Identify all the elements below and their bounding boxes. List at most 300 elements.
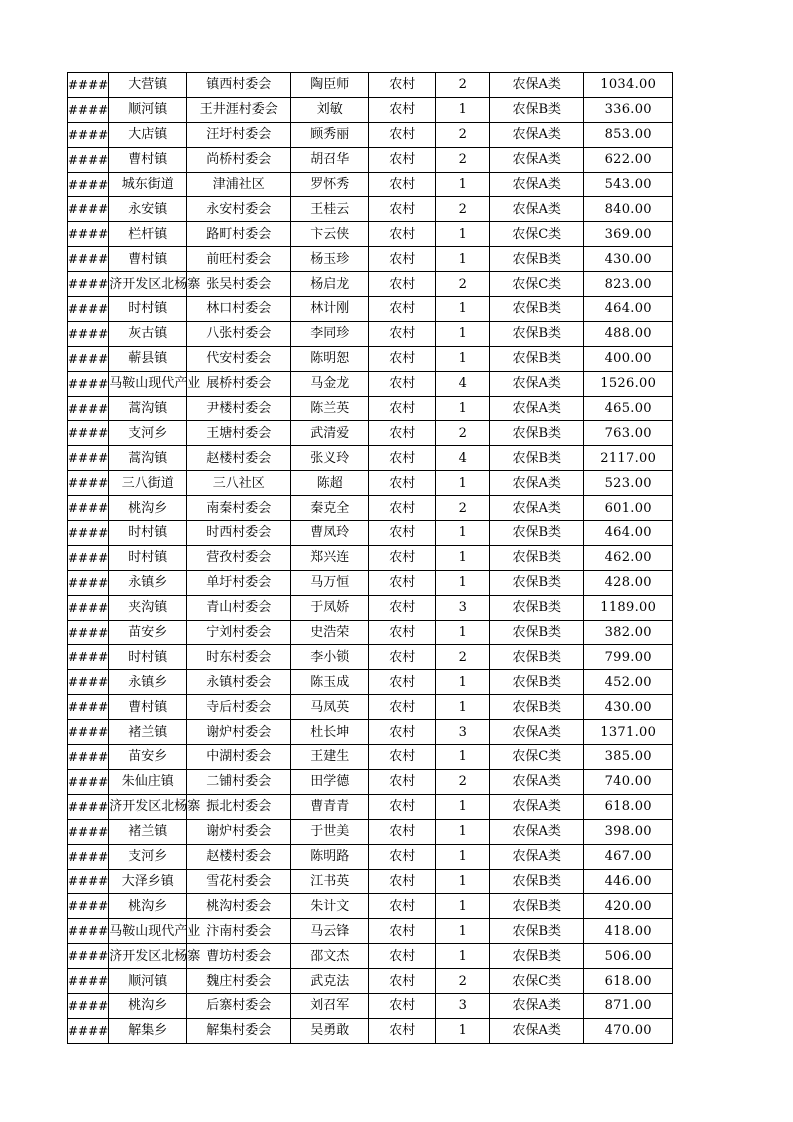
amount-cell: 465.00 <box>584 396 673 421</box>
row-id-cell: #### <box>68 446 109 471</box>
row-id-cell: #### <box>68 346 109 371</box>
area-type-cell: 农村 <box>369 521 436 546</box>
insurance-class-cell: 农保C类 <box>490 272 584 297</box>
area-type-cell: 农村 <box>369 794 436 819</box>
name-cell: 朱计文 <box>291 894 369 919</box>
village-cell: 前旺村委会 <box>187 247 291 272</box>
name-cell: 陈兰英 <box>291 396 369 421</box>
table-row <box>68 172 673 197</box>
town-cell: 时村镇 <box>109 297 187 322</box>
name-cell: 曹凤玲 <box>291 521 369 546</box>
amount-cell: 400.00 <box>584 346 673 371</box>
village-cell: 时东村委会 <box>187 645 291 670</box>
name-cell: 马金龙 <box>291 371 369 396</box>
table-row <box>68 396 673 421</box>
table-row <box>68 321 673 346</box>
household-count-cell: 1 <box>436 471 490 496</box>
household-count-cell: 1 <box>436 172 490 197</box>
insurance-class-cell: 农保B类 <box>490 247 584 272</box>
name-cell: 邵文杰 <box>291 944 369 969</box>
village-cell: 宁刘村委会 <box>187 620 291 645</box>
household-count-cell: 1 <box>436 894 490 919</box>
row-id-cell: #### <box>68 645 109 670</box>
amount-cell: 430.00 <box>584 247 673 272</box>
town-cell: 支河乡 <box>109 421 187 446</box>
row-id-cell: #### <box>68 969 109 994</box>
insurance-class-cell: 农保A类 <box>490 769 584 794</box>
town-cell: 顺河镇 <box>109 969 187 994</box>
row-id-cell: #### <box>68 222 109 247</box>
household-count-cell: 1 <box>436 695 490 720</box>
amount-cell: 336.00 <box>584 97 673 122</box>
insurance-class-cell: 农保A类 <box>490 122 584 147</box>
area-type-cell: 农村 <box>369 969 436 994</box>
table-row <box>68 919 673 944</box>
name-cell: 王建生 <box>291 745 369 770</box>
household-count-cell: 3 <box>436 595 490 620</box>
row-id-cell: #### <box>68 894 109 919</box>
town-cell: 解集乡 <box>109 1018 187 1043</box>
row-id-cell: #### <box>68 993 109 1018</box>
row-id-cell: #### <box>68 670 109 695</box>
insurance-class-cell: 农保B类 <box>490 297 584 322</box>
insurance-class-cell: 农保A类 <box>490 471 584 496</box>
row-id-cell: #### <box>68 247 109 272</box>
insurance-class-cell: 农保B类 <box>490 869 584 894</box>
area-type-cell: 农村 <box>369 620 436 645</box>
town-cell: 苗安乡 <box>109 620 187 645</box>
area-type-cell: 农村 <box>369 297 436 322</box>
amount-cell: 2117.00 <box>584 446 673 471</box>
insurance-class-cell: 农保B类 <box>490 894 584 919</box>
amount-cell: 871.00 <box>584 993 673 1018</box>
village-cell: 桃沟村委会 <box>187 894 291 919</box>
amount-cell: 462.00 <box>584 545 673 570</box>
household-count-cell: 2 <box>436 147 490 172</box>
town-cell: 褚兰镇 <box>109 720 187 745</box>
amount-cell: 385.00 <box>584 745 673 770</box>
household-count-cell: 1 <box>436 222 490 247</box>
table-row <box>68 670 673 695</box>
village-cell: 三八社区 <box>187 471 291 496</box>
insurance-class-cell: 农保A类 <box>490 794 584 819</box>
name-cell: 于世美 <box>291 819 369 844</box>
town-cell: 曹村镇 <box>109 695 187 720</box>
row-id-cell: #### <box>68 396 109 421</box>
row-id-cell: #### <box>68 471 109 496</box>
household-count-cell: 2 <box>436 969 490 994</box>
village-cell: 永安村委会 <box>187 197 291 222</box>
town-cell: 永镇乡 <box>109 570 187 595</box>
row-id-cell: #### <box>68 197 109 222</box>
town-cell: 蕲县镇 <box>109 346 187 371</box>
row-id-cell: #### <box>68 944 109 969</box>
area-type-cell: 农村 <box>369 421 436 446</box>
household-count-cell: 1 <box>436 396 490 421</box>
insurance-class-cell: 农保C类 <box>490 745 584 770</box>
table-row <box>68 969 673 994</box>
row-id-cell: #### <box>68 521 109 546</box>
household-count-cell: 1 <box>436 844 490 869</box>
area-type-cell: 农村 <box>369 471 436 496</box>
name-cell: 刘敏 <box>291 97 369 122</box>
area-type-cell: 农村 <box>369 446 436 471</box>
name-cell: 杜长坤 <box>291 720 369 745</box>
household-count-cell: 1 <box>436 794 490 819</box>
amount-cell: 1189.00 <box>584 595 673 620</box>
household-count-cell: 2 <box>436 197 490 222</box>
insurance-class-cell: 农保B类 <box>490 446 584 471</box>
village-cell: 八张村委会 <box>187 321 291 346</box>
town-cell: 大泽乡镇 <box>109 869 187 894</box>
household-count-cell: 1 <box>436 1018 490 1043</box>
amount-cell: 543.00 <box>584 172 673 197</box>
amount-cell: 418.00 <box>584 919 673 944</box>
area-type-cell: 农村 <box>369 645 436 670</box>
town-cell: 三八街道 <box>109 471 187 496</box>
insurance-class-cell: 农保B类 <box>490 521 584 546</box>
area-type-cell: 农村 <box>369 222 436 247</box>
table-row <box>68 97 673 122</box>
insurance-class-cell: 农保B类 <box>490 346 584 371</box>
table-row <box>68 844 673 869</box>
area-type-cell: 农村 <box>369 247 436 272</box>
amount-cell: 799.00 <box>584 645 673 670</box>
table-row <box>68 695 673 720</box>
amount-cell: 452.00 <box>584 670 673 695</box>
row-id-cell: #### <box>68 570 109 595</box>
name-cell: 吴勇敢 <box>291 1018 369 1043</box>
town-cell: 大店镇 <box>109 122 187 147</box>
row-id-cell: #### <box>68 620 109 645</box>
area-type-cell: 农村 <box>369 545 436 570</box>
table-row <box>68 645 673 670</box>
village-cell: 谢炉村委会 <box>187 819 291 844</box>
amount-cell: 523.00 <box>584 471 673 496</box>
area-type-cell: 农村 <box>369 869 436 894</box>
town-cell: 永镇乡 <box>109 670 187 695</box>
village-cell: 时西村委会 <box>187 521 291 546</box>
town-cell: 褚兰镇 <box>109 819 187 844</box>
insurance-class-cell: 农保B类 <box>490 595 584 620</box>
town-cell: 苗安乡 <box>109 745 187 770</box>
amount-cell: 446.00 <box>584 869 673 894</box>
village-cell: 代安村委会 <box>187 346 291 371</box>
name-cell: 陈超 <box>291 471 369 496</box>
amount-cell: 428.00 <box>584 570 673 595</box>
insurance-class-cell: 农保B类 <box>490 321 584 346</box>
name-cell: 李小锁 <box>291 645 369 670</box>
amount-cell: 823.00 <box>584 272 673 297</box>
amount-cell: 398.00 <box>584 819 673 844</box>
table-row <box>68 421 673 446</box>
village-cell: 汪圩村委会 <box>187 122 291 147</box>
town-cell: 桃沟乡 <box>109 993 187 1018</box>
area-type-cell: 农村 <box>369 919 436 944</box>
amount-cell: 763.00 <box>584 421 673 446</box>
table-row <box>68 272 673 297</box>
town-cell: 栏杆镇 <box>109 222 187 247</box>
household-count-cell: 3 <box>436 993 490 1018</box>
insurance-class-cell: 农保A类 <box>490 993 584 1018</box>
insurance-class-cell: 农保A类 <box>490 371 584 396</box>
amount-cell: 853.00 <box>584 122 673 147</box>
village-cell: 单圩村委会 <box>187 570 291 595</box>
name-cell: 郑兴连 <box>291 545 369 570</box>
household-count-cell: 1 <box>436 670 490 695</box>
amount-cell: 1034.00 <box>584 73 673 98</box>
amount-cell: 382.00 <box>584 620 673 645</box>
household-count-cell: 1 <box>436 745 490 770</box>
household-count-cell: 1 <box>436 321 490 346</box>
name-cell: 江书英 <box>291 869 369 894</box>
name-cell: 杨启龙 <box>291 272 369 297</box>
household-count-cell: 2 <box>436 769 490 794</box>
amount-cell: 618.00 <box>584 969 673 994</box>
amount-cell: 601.00 <box>584 496 673 521</box>
name-cell: 秦克全 <box>291 496 369 521</box>
amount-cell: 618.00 <box>584 794 673 819</box>
household-count-cell: 4 <box>436 371 490 396</box>
area-type-cell: 农村 <box>369 321 436 346</box>
town-cell: 济开发区北杨寨 <box>109 944 187 969</box>
amount-cell: 464.00 <box>584 521 673 546</box>
row-id-cell: #### <box>68 272 109 297</box>
table-row <box>68 197 673 222</box>
row-id-cell: #### <box>68 844 109 869</box>
row-id-cell: #### <box>68 97 109 122</box>
name-cell: 罗怀秀 <box>291 172 369 197</box>
village-cell: 路町村委会 <box>187 222 291 247</box>
area-type-cell: 农村 <box>369 769 436 794</box>
village-cell: 王井涯村委会 <box>187 97 291 122</box>
household-count-cell: 1 <box>436 97 490 122</box>
amount-cell: 369.00 <box>584 222 673 247</box>
town-cell: 曹村镇 <box>109 147 187 172</box>
table-row <box>68 371 673 396</box>
area-type-cell: 农村 <box>369 272 436 297</box>
village-cell: 雪花村委会 <box>187 869 291 894</box>
village-cell: 营孜村委会 <box>187 545 291 570</box>
table-row <box>68 720 673 745</box>
table-row <box>68 521 673 546</box>
name-cell: 顾秀丽 <box>291 122 369 147</box>
household-count-cell: 1 <box>436 545 490 570</box>
insurance-class-cell: 农保B类 <box>490 645 584 670</box>
table-row <box>68 769 673 794</box>
town-cell: 时村镇 <box>109 645 187 670</box>
household-count-cell: 1 <box>436 944 490 969</box>
insurance-class-cell: 农保B类 <box>490 620 584 645</box>
household-count-cell: 1 <box>436 919 490 944</box>
village-cell: 青山村委会 <box>187 595 291 620</box>
insurance-class-cell: 农保B类 <box>490 670 584 695</box>
row-id-cell: #### <box>68 147 109 172</box>
village-cell: 二铺村委会 <box>187 769 291 794</box>
town-cell: 蒿沟镇 <box>109 396 187 421</box>
household-count-cell: 2 <box>436 645 490 670</box>
insurance-class-cell: 农保B类 <box>490 421 584 446</box>
village-cell: 王塘村委会 <box>187 421 291 446</box>
insurance-class-cell: 农保B类 <box>490 944 584 969</box>
town-cell: 时村镇 <box>109 545 187 570</box>
town-cell: 大营镇 <box>109 73 187 98</box>
table-row <box>68 73 673 98</box>
area-type-cell: 农村 <box>369 844 436 869</box>
row-id-cell: #### <box>68 794 109 819</box>
area-type-cell: 农村 <box>369 172 436 197</box>
table-row <box>68 545 673 570</box>
village-cell: 南秦村委会 <box>187 496 291 521</box>
village-cell: 后寨村委会 <box>187 993 291 1018</box>
insurance-class-cell: 农保B类 <box>490 919 584 944</box>
name-cell: 陶臣师 <box>291 73 369 98</box>
row-id-cell: #### <box>68 421 109 446</box>
town-cell: 夹沟镇 <box>109 595 187 620</box>
area-type-cell: 农村 <box>369 197 436 222</box>
village-cell: 赵楼村委会 <box>187 844 291 869</box>
row-id-cell: #### <box>68 819 109 844</box>
village-cell: 林口村委会 <box>187 297 291 322</box>
row-id-cell: #### <box>68 745 109 770</box>
name-cell: 陈明路 <box>291 844 369 869</box>
insurance-class-cell: 农保C类 <box>490 222 584 247</box>
insurance-class-cell: 农保A类 <box>490 1018 584 1043</box>
household-count-cell: 1 <box>436 521 490 546</box>
village-cell: 尹楼村委会 <box>187 396 291 421</box>
village-cell: 张吴村委会 <box>187 272 291 297</box>
amount-cell: 1526.00 <box>584 371 673 396</box>
table-row <box>68 247 673 272</box>
amount-cell: 488.00 <box>584 321 673 346</box>
household-count-cell: 1 <box>436 247 490 272</box>
village-cell: 曹坊村委会 <box>187 944 291 969</box>
village-cell: 解集村委会 <box>187 1018 291 1043</box>
town-cell: 朱仙庄镇 <box>109 769 187 794</box>
name-cell: 杨玉珍 <box>291 247 369 272</box>
household-count-cell: 1 <box>436 346 490 371</box>
name-cell: 于凤娇 <box>291 595 369 620</box>
table-row <box>68 471 673 496</box>
data-table <box>67 72 673 1044</box>
area-type-cell: 农村 <box>369 496 436 521</box>
area-type-cell: 农村 <box>369 745 436 770</box>
row-id-cell: #### <box>68 371 109 396</box>
household-count-cell: 1 <box>436 620 490 645</box>
row-id-cell: #### <box>68 695 109 720</box>
name-cell: 马万恒 <box>291 570 369 595</box>
table-row <box>68 222 673 247</box>
insurance-class-cell: 农保A类 <box>490 197 584 222</box>
area-type-cell: 农村 <box>369 695 436 720</box>
household-count-cell: 2 <box>436 496 490 521</box>
town-cell: 永安镇 <box>109 197 187 222</box>
table-row <box>68 147 673 172</box>
village-cell: 魏庄村委会 <box>187 969 291 994</box>
name-cell: 陈明恕 <box>291 346 369 371</box>
row-id-cell: #### <box>68 297 109 322</box>
area-type-cell: 农村 <box>369 346 436 371</box>
table-row <box>68 794 673 819</box>
row-id-cell: #### <box>68 545 109 570</box>
area-type-cell: 农村 <box>369 894 436 919</box>
row-id-cell: #### <box>68 919 109 944</box>
household-count-cell: 1 <box>436 869 490 894</box>
household-count-cell: 1 <box>436 570 490 595</box>
amount-cell: 420.00 <box>584 894 673 919</box>
town-cell: 时村镇 <box>109 521 187 546</box>
insurance-class-cell: 农保B类 <box>490 97 584 122</box>
name-cell: 史浩荣 <box>291 620 369 645</box>
area-type-cell: 农村 <box>369 944 436 969</box>
row-id-cell: #### <box>68 496 109 521</box>
village-cell: 中湖村委会 <box>187 745 291 770</box>
town-cell: 济开发区北杨寨 <box>109 272 187 297</box>
table-row <box>68 894 673 919</box>
village-cell: 谢炉村委会 <box>187 720 291 745</box>
town-cell: 蒿沟镇 <box>109 446 187 471</box>
household-count-cell: 2 <box>436 272 490 297</box>
row-id-cell: #### <box>68 321 109 346</box>
row-id-cell: #### <box>68 595 109 620</box>
town-cell: 桃沟乡 <box>109 496 187 521</box>
village-cell: 津浦社区 <box>187 172 291 197</box>
table-row <box>68 346 673 371</box>
table-row <box>68 595 673 620</box>
table-row <box>68 496 673 521</box>
table-row <box>68 944 673 969</box>
name-cell: 李同珍 <box>291 321 369 346</box>
insurance-class-cell: 农保A类 <box>490 720 584 745</box>
insurance-class-cell: 农保A类 <box>490 819 584 844</box>
amount-cell: 430.00 <box>584 695 673 720</box>
table-row <box>68 1018 673 1043</box>
amount-cell: 464.00 <box>584 297 673 322</box>
area-type-cell: 农村 <box>369 396 436 421</box>
table-row <box>68 122 673 147</box>
village-cell: 振北村委会 <box>187 794 291 819</box>
row-id-cell: #### <box>68 1018 109 1043</box>
area-type-cell: 农村 <box>369 670 436 695</box>
table-body <box>68 73 673 1044</box>
town-cell: 桃沟乡 <box>109 894 187 919</box>
area-type-cell: 农村 <box>369 993 436 1018</box>
household-count-cell: 4 <box>436 446 490 471</box>
area-type-cell: 农村 <box>369 720 436 745</box>
row-id-cell: #### <box>68 869 109 894</box>
town-cell: 支河乡 <box>109 844 187 869</box>
village-cell: 赵楼村委会 <box>187 446 291 471</box>
insurance-class-cell: 农保B类 <box>490 545 584 570</box>
town-cell: 济开发区北杨寨 <box>109 794 187 819</box>
amount-cell: 470.00 <box>584 1018 673 1043</box>
table-row <box>68 446 673 471</box>
household-count-cell: 1 <box>436 819 490 844</box>
name-cell: 张义玲 <box>291 446 369 471</box>
amount-cell: 840.00 <box>584 197 673 222</box>
name-cell: 马云锋 <box>291 919 369 944</box>
area-type-cell: 农村 <box>369 1018 436 1043</box>
insurance-class-cell: 农保A类 <box>490 73 584 98</box>
village-cell: 汴南村委会 <box>187 919 291 944</box>
area-type-cell: 农村 <box>369 819 436 844</box>
household-count-cell: 2 <box>436 122 490 147</box>
insurance-class-cell: 农保A类 <box>490 147 584 172</box>
name-cell: 武克法 <box>291 969 369 994</box>
insurance-class-cell: 农保A类 <box>490 172 584 197</box>
area-type-cell: 农村 <box>369 122 436 147</box>
household-count-cell: 3 <box>436 720 490 745</box>
